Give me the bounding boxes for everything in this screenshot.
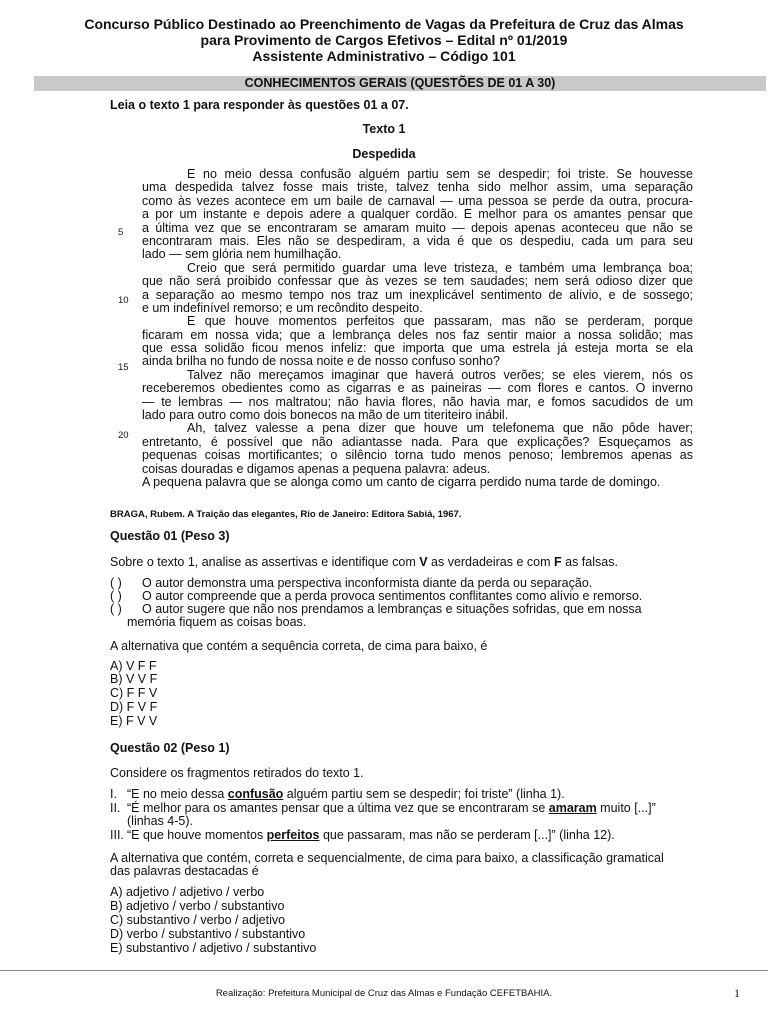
line-number-15: 15 bbox=[118, 362, 129, 373]
citation: BRAGA, Rubem. A Traição das elegantes, Rio de Janeiro: Editora Sabiá, 1967. bbox=[110, 509, 462, 520]
text-line: como às vezes acontece em um baile de carnaval — uma pessoa se perde da outra, procura- bbox=[142, 194, 693, 208]
text-line: ainda brilha no fundo de nossa noite e de nosso confuso sonho? bbox=[142, 355, 500, 369]
q1-option-c[interactable]: C) F F V bbox=[110, 686, 158, 700]
q2-fragment-iii: “E que houve momentos perfeitos que passaram, mas não se perderam [...]” (linha 12). bbox=[127, 828, 615, 842]
q2-stem: Considere os fragmentos retirados do texto 1. bbox=[110, 766, 364, 780]
q1-option-a[interactable]: A) V F F bbox=[110, 659, 157, 673]
line-number-20: 20 bbox=[118, 430, 129, 441]
header-line-2: para Provimento de Cargos Efetivos – Edital nº 01/2019 bbox=[200, 32, 568, 48]
q2-option-e[interactable]: E) substantivo / adjetivo / substantivo bbox=[110, 941, 317, 955]
q1-item-1: O autor demonstra uma perspectiva inconformista diante da perda ou separação. bbox=[142, 576, 593, 590]
text-line: entretanto, é possível que não adiantasse nada. Para que explicações? Esqueçamos as bbox=[142, 435, 693, 449]
q1-item-2: O autor compreende que a perda provoca sentimentos conflitantes como alívio e remorso. bbox=[142, 589, 643, 603]
header-line-3: Assistente Administrativo – Código 101 bbox=[252, 48, 516, 64]
text-line: que essa solidão ficou menos infeliz: que importa que uma estrela já esteja morta se ela bbox=[142, 342, 693, 356]
section-bar: CONHECIMENTOS GERAIS (QUESTÕES DE 01 A 30) bbox=[34, 76, 766, 91]
q2-title: Questão 02 (Peso 1) bbox=[110, 741, 230, 755]
q1-item-2-paren[interactable]: ( ) bbox=[110, 589, 122, 603]
text-line: e um indefinível remorso; e um recôndito despeito. bbox=[142, 301, 423, 315]
text-body bbox=[142, 168, 693, 489]
q2-fragment-i: “E no meio dessa confusão alguém partiu sem se despedir; foi triste” (linha 1). bbox=[127, 787, 565, 801]
q2-fragment-ii-cont: (linhas 4-5). bbox=[127, 814, 193, 828]
q1-option-e[interactable]: E) F V V bbox=[110, 714, 158, 728]
text-line: a última vez que se encontraram se amaram muito — depois apenas aconteceu que não se bbox=[142, 221, 693, 235]
q2-option-b[interactable]: B) adjetivo / verbo / substantivo bbox=[110, 899, 285, 913]
header-line-1: Concurso Público Destinado ao Preenchimento de Vagas da Prefeitura de Cruz das Almas bbox=[84, 16, 684, 32]
text-line: lado — sem glória nem humilhação. bbox=[142, 248, 342, 262]
text-line: a por um instante e depois adere a qualquer cordão. É melhor para os amantes pensar que bbox=[142, 208, 693, 222]
q2-option-a[interactable]: A) adjetivo / adjetivo / verbo bbox=[110, 885, 265, 899]
q2-prompt-line-2: das palavras destacadas é bbox=[110, 864, 259, 878]
text-line: a separação ao mesmo tempo nos traz um inexplicável sentimento de alívio, e de sossego; bbox=[142, 288, 693, 302]
q2-option-c[interactable]: C) substantivo / verbo / adjetivo bbox=[110, 913, 286, 927]
text-line: E no meio dessa confusão alguém partiu sem se despedir; foi triste. Se houvesse bbox=[187, 168, 693, 181]
text-line: — te lembras — nos maltratou; não havia flores, não havia mar, e fomos sacudidos de um bbox=[142, 395, 693, 409]
q1-option-d[interactable]: D) F V F bbox=[110, 700, 158, 714]
q1-item-3-cont: memória fiquem as coisas boas. bbox=[127, 615, 307, 629]
text-line: lado para outro como dois bonecos na mão de um titeriteiro inábil. bbox=[142, 409, 509, 423]
text-label: Texto 1 bbox=[362, 122, 406, 136]
instruction: Leia o texto 1 para responder às questões 01 a 07. bbox=[110, 98, 409, 112]
text-line: receberemos obedientes como as cigarras e as paineiras — com flores e cantos. O inverno bbox=[142, 382, 693, 396]
q2-fragment-ii: “É melhor para os amantes pensar que a última vez que se encontraram se amaram muito [...]” bbox=[127, 801, 656, 815]
line-number-10: 10 bbox=[118, 295, 129, 306]
q1-stem: Sobre o texto 1, analise as assertivas e identifique com V as verdadeiras e com F as falsas. bbox=[110, 555, 618, 569]
text-title: Despedida bbox=[352, 147, 416, 161]
q1-item-3: O autor sugere que não nos prendamos a lembranças e situações sofridas, que em nossa bbox=[142, 602, 642, 616]
text-line: que não será proibido confessar que às vezes se tem saudades; nem será odioso dizer que bbox=[142, 275, 693, 289]
q1-item-1-paren[interactable]: ( ) bbox=[110, 576, 122, 590]
text-line: encontraram mais. Eles não se despediram, a vida é que os despediu, cada um para seu bbox=[142, 234, 693, 248]
q1-item-3-paren[interactable]: ( ) bbox=[110, 602, 122, 616]
text-line: Ah, talvez valesse a pena dizer que houve um telefonema que não pôde haver; bbox=[187, 422, 693, 436]
q2-option-d[interactable]: D) verbo / substantivo / substantivo bbox=[110, 927, 306, 941]
q2-prompt-line-1: A alternativa que contém, correta e sequencialmente, de cima para baixo, a classificação gramatical bbox=[110, 851, 664, 865]
q2-fragment-i-label: I. bbox=[110, 787, 117, 801]
q1-prompt: A alternativa que contém a sequência correta, de cima para baixo, é bbox=[110, 639, 488, 653]
text-line: uma despedida talvez fosse mais triste, talvez tenha sido melhor assim, uma separação bbox=[142, 181, 693, 195]
q1-option-b[interactable]: B) V V F bbox=[110, 672, 158, 686]
text-line: A pequena palavra que se alonga como um canto de cigarra perdido numa tarde de domingo. bbox=[142, 475, 661, 489]
line-number-5: 5 bbox=[118, 227, 124, 238]
footer-divider bbox=[0, 970, 768, 971]
text-line: E que houve momentos perfeitos que passaram, mas não se perderam, porque bbox=[187, 315, 693, 329]
text-line: Talvez não mereçamos imaginar que haverá outros verões; se eles vierem, nós os bbox=[187, 368, 693, 382]
text-line: ficaram em nossa vida; que a lembrança deles nos faz sentir maior a nossa solidão; mas bbox=[142, 328, 693, 342]
page-number: 1 bbox=[734, 986, 740, 1000]
q2-fragment-ii-label: II. bbox=[110, 801, 121, 815]
q1-title: Questão 01 (Peso 3) bbox=[110, 529, 230, 543]
q2-fragment-iii-label: III. bbox=[110, 828, 124, 842]
text-line: coisas douradas e digamos apenas a pequena palavra: adeus. bbox=[142, 462, 491, 476]
text-line: pequenas coisas mortificantes; o silêncio torna tudo menos penoso; lembremos apenas as bbox=[142, 449, 693, 463]
text-line: Creio que será permitido guardar uma leve tristeza, e também uma lembrança boa; bbox=[187, 261, 693, 275]
footer: Realização: Prefeitura Municipal de Cruz das Almas e Fundação CEFETBAHIA. bbox=[215, 988, 553, 999]
